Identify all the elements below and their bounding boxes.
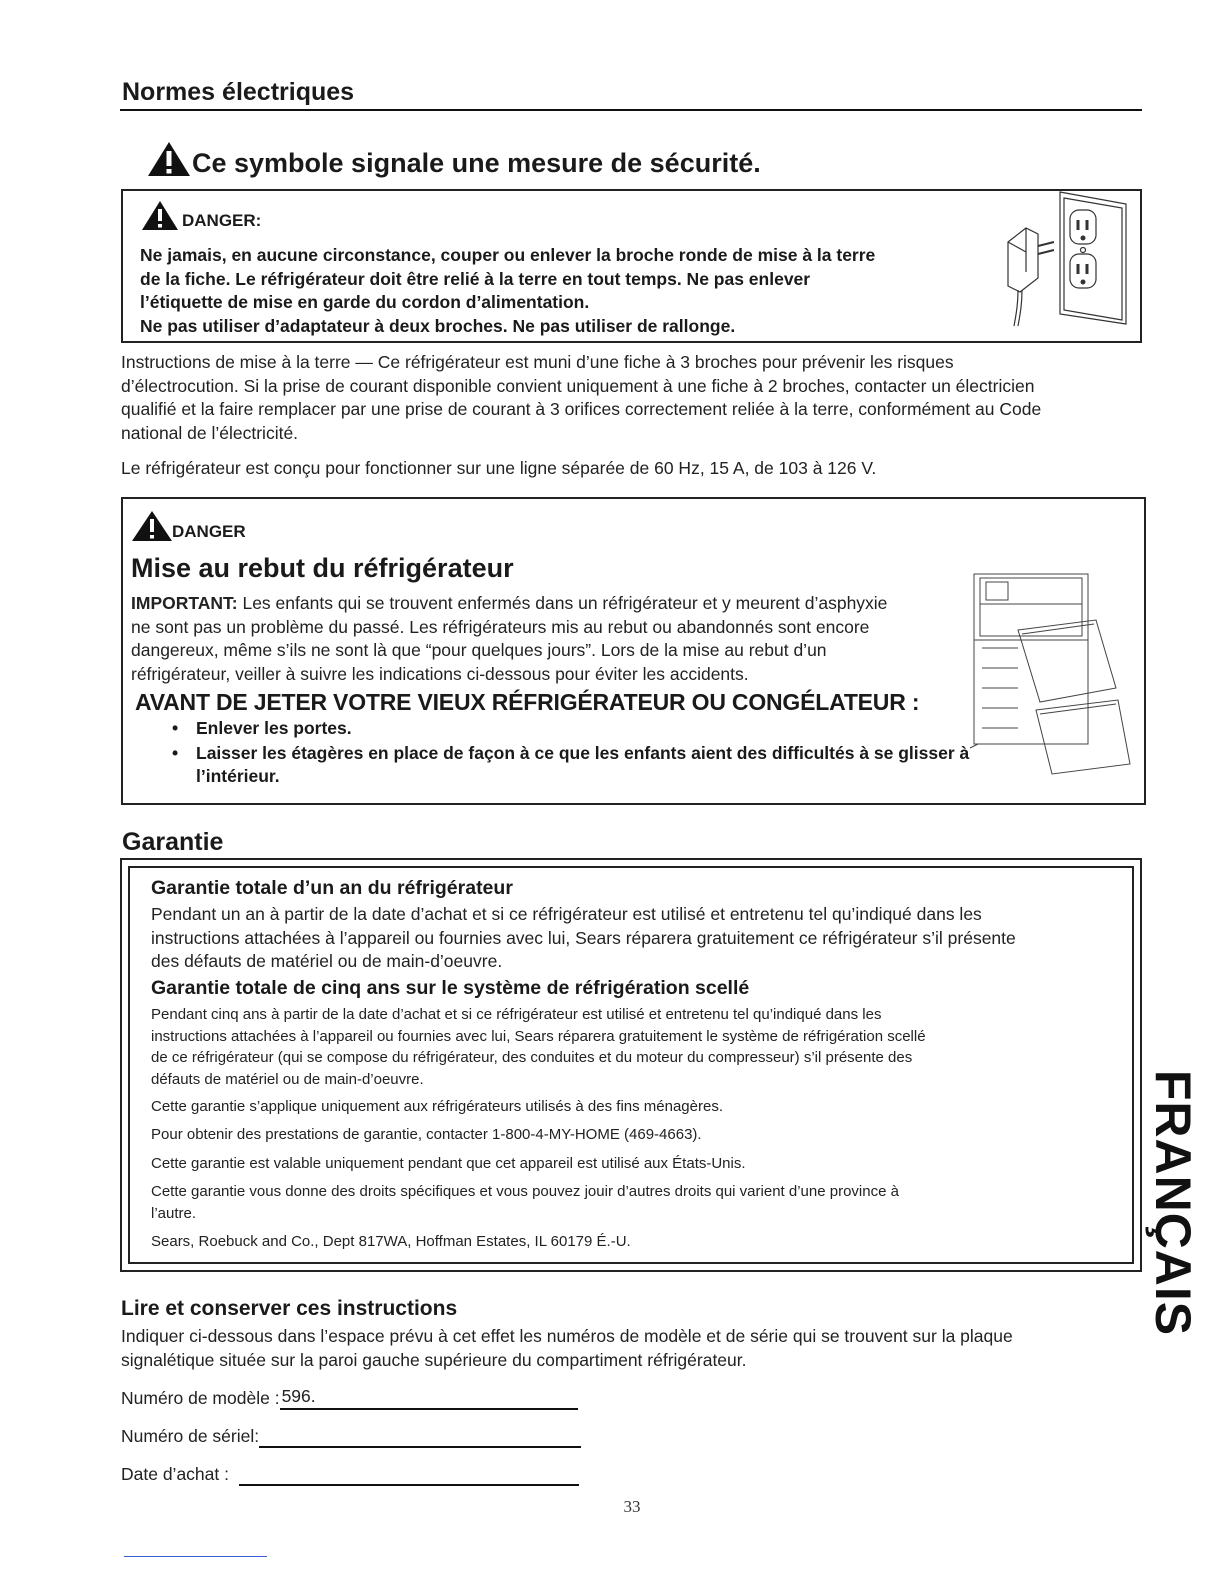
danger-text-grounding [140, 244, 990, 338]
refrigerator-illustration [968, 568, 1134, 776]
serial-number-field[interactable] [121, 1424, 581, 1448]
paragraph-line: de ce réfrigérateur (qui se compose du réfrigérateur, des conduites et du moteur du compresseur) s’il présente des [151, 1049, 913, 1066]
model-number-label: Numéro de modèle : [121, 1387, 280, 1408]
bullet-marker: • [172, 718, 179, 738]
warranty-five-year-text [151, 1004, 1126, 1090]
paragraph-line: d’électrocution. Si la prise de courant disponible convient uniquement à une fiche à 2 broches, contacter un électricien [121, 375, 1035, 396]
footer-rule [124, 1556, 267, 1557]
paragraph-line: Indiquer ci-dessous dans l’espace prévu à cet effet les numéros de modèle et de série qui se trouvent sur la plaque [121, 1326, 1013, 1346]
serial-number-label: Numéro de sériel: [121, 1425, 260, 1446]
danger-line: l’étiquette de mise en garde du cordon d’alimentation. [140, 292, 590, 312]
paragraph-line: national de l’électricité. [121, 422, 299, 443]
bullet-marker: • [172, 742, 179, 763]
paragraph-line: Instructions de mise à la terre — Ce réfrigérateur est muni d’une fiche à 3 broches pour prévenir les risques [121, 352, 954, 372]
warranty-rights-note [151, 1181, 1126, 1224]
danger-line: de la fiche. Le réfrigérateur doit être relié à la terre en tout temps. Ne pas enlever [140, 268, 811, 289]
grounded-outlet-illustration [998, 190, 1133, 328]
disposal-bullets [172, 717, 972, 789]
paragraph-line: ne sont pas un problème du passé. Les réfrigérateurs mis au rebut ou abandonnés sont encore [131, 616, 870, 637]
model-number-line[interactable] [280, 1386, 578, 1410]
bullet-text: Enlever les portes. [196, 718, 352, 738]
warranty-household-note: Cette garantie s’applique uniquement aux réfrigérateurs utilisés à des fins ménagères. [151, 1098, 723, 1115]
paragraph-line: instructions attachées à l’appareil ou fournies avec lui, Sears réparera gratuitement le système de réfrigération scellé [151, 1027, 926, 1045]
paragraph-line: Cette garantie vous donne des droits spécifiques et vous pouvez jouir d’autres droits qui varient d’une province à [151, 1183, 899, 1200]
section-rule [120, 109, 1142, 111]
paragraph-line: dangereux, même s’ils ne sont là que “pour quelques jours”. Lors de la mise au rebut d’un [131, 640, 827, 660]
purchase-date-line[interactable] [239, 1462, 579, 1486]
paragraph-line: Pendant un an à partir de la date d’achat et si ce réfrigérateur est utilisé et entretenu tel qu’indiqué dans les [151, 904, 982, 924]
section-heading-electrical: Normes électriques [122, 78, 355, 106]
warranty-service-note: Pour obtenir des prestations de garantie, contacter 1-800-4-MY-HOME (469-4663). [151, 1126, 702, 1143]
paragraph-line: réfrigérateur, veiller à suivre les indications ci-dessous pour éviter les accidents. [131, 663, 749, 684]
model-number-value: 596. [281, 1385, 316, 1406]
paragraph-line: défauts de matériel ou de main-d’oeuvre. [151, 1070, 424, 1088]
disposal-paragraph [131, 592, 981, 686]
circuit-requirement: Le réfrigérateur est conçu pour fonctionner sur une ligne séparée de 60 Hz, 15 A, de 103 à 126 V. [121, 458, 877, 478]
list-item [172, 717, 972, 741]
list-item [172, 742, 972, 789]
warranty-one-year-text [151, 903, 1126, 974]
safety-symbol-line [146, 140, 761, 178]
warranty-us-note: Cette garantie est valable uniquement pendant que cet appareil est utilisé aux États-Unis. [151, 1155, 746, 1172]
warning-triangle-icon [140, 199, 180, 232]
danger-line: Ne pas utiliser d’adaptateur à deux broches. Ne pas utiliser de rallonge. [140, 315, 736, 336]
disposal-title: Mise au rebut du réfrigérateur [131, 553, 514, 583]
important-label: IMPORTANT: [131, 593, 238, 613]
paragraph-line: des défauts de matériel ou de main-d’oeuvre. [151, 951, 503, 971]
warning-triangle-icon [130, 509, 176, 543]
section-heading-warranty: Garantie [122, 828, 224, 856]
safety-symbol-text: Ce symbole signale une mesure de sécurité. [192, 148, 761, 178]
language-side-tab [1140, 1068, 1206, 1338]
paragraph-line: Pendant cinq ans à partir de la date d’achat et si ce réfrigérateur est utilisé et entretenu tel qu’indiqué dans les [151, 1006, 882, 1023]
paragraph-line: signalétique située sur la paroi gauche supérieure du compartiment réfrigérateur. [121, 1349, 747, 1370]
serial-number-line[interactable] [259, 1424, 581, 1448]
records-instructions [121, 1325, 1131, 1372]
disposal-caps-heading: AVANT DE JETER VOTRE VIEUX RÉFRIGÉRATEUR OU CONGÉLATEUR : [135, 689, 920, 715]
warranty-address: Sears, Roebuck and Co., Dept 817WA, Hoffman Estates, IL 60179 É.-U. [151, 1233, 631, 1250]
warning-triangle-icon [146, 140, 192, 178]
model-number-field[interactable] [121, 1386, 578, 1410]
records-title: Lire et conserver ces instructions [121, 1297, 458, 1320]
danger-label-row [130, 509, 246, 543]
warranty-one-year-title: Garantie totale d’un an du réfrigérateur [151, 877, 513, 899]
danger-label-row [140, 199, 261, 232]
paragraph-line: Les enfants qui se trouvent enfermés dans un réfrigérateur et y meurent d’asphyxie [237, 593, 888, 613]
grounding-instructions [121, 351, 1151, 445]
paragraph-line: l’autre. [151, 1204, 197, 1222]
bullet-text: Laisser les étagères en place de façon à ce que les enfants aient des difficultés à se glisser à l’intérieur. [196, 742, 970, 786]
purchase-date-label: Date d’achat : [121, 1463, 229, 1484]
purchase-date-field[interactable] [121, 1462, 579, 1486]
language-side-tab-label: FRANÇAIS [1145, 1069, 1201, 1337]
danger-label: DANGER: [182, 211, 262, 230]
paragraph-line: instructions attachées à l’appareil ou fournies avec lui, Sears réparera gratuitement ce réfrigérateur s’il présente [151, 927, 1016, 948]
danger-label: DANGER [172, 522, 246, 541]
paragraph-line: qualifié et la faire remplacer par une prise de courant à 3 orifices correctement reliée à la terre, conformément au Code [121, 399, 1042, 419]
danger-line: Ne jamais, en aucune circonstance, couper ou enlever la broche ronde de mise à la terre [140, 245, 876, 265]
warranty-five-year-title: Garantie totale de cinq ans sur le système de réfrigération scellé [151, 977, 750, 999]
page-number: 33 [623, 1497, 641, 1516]
